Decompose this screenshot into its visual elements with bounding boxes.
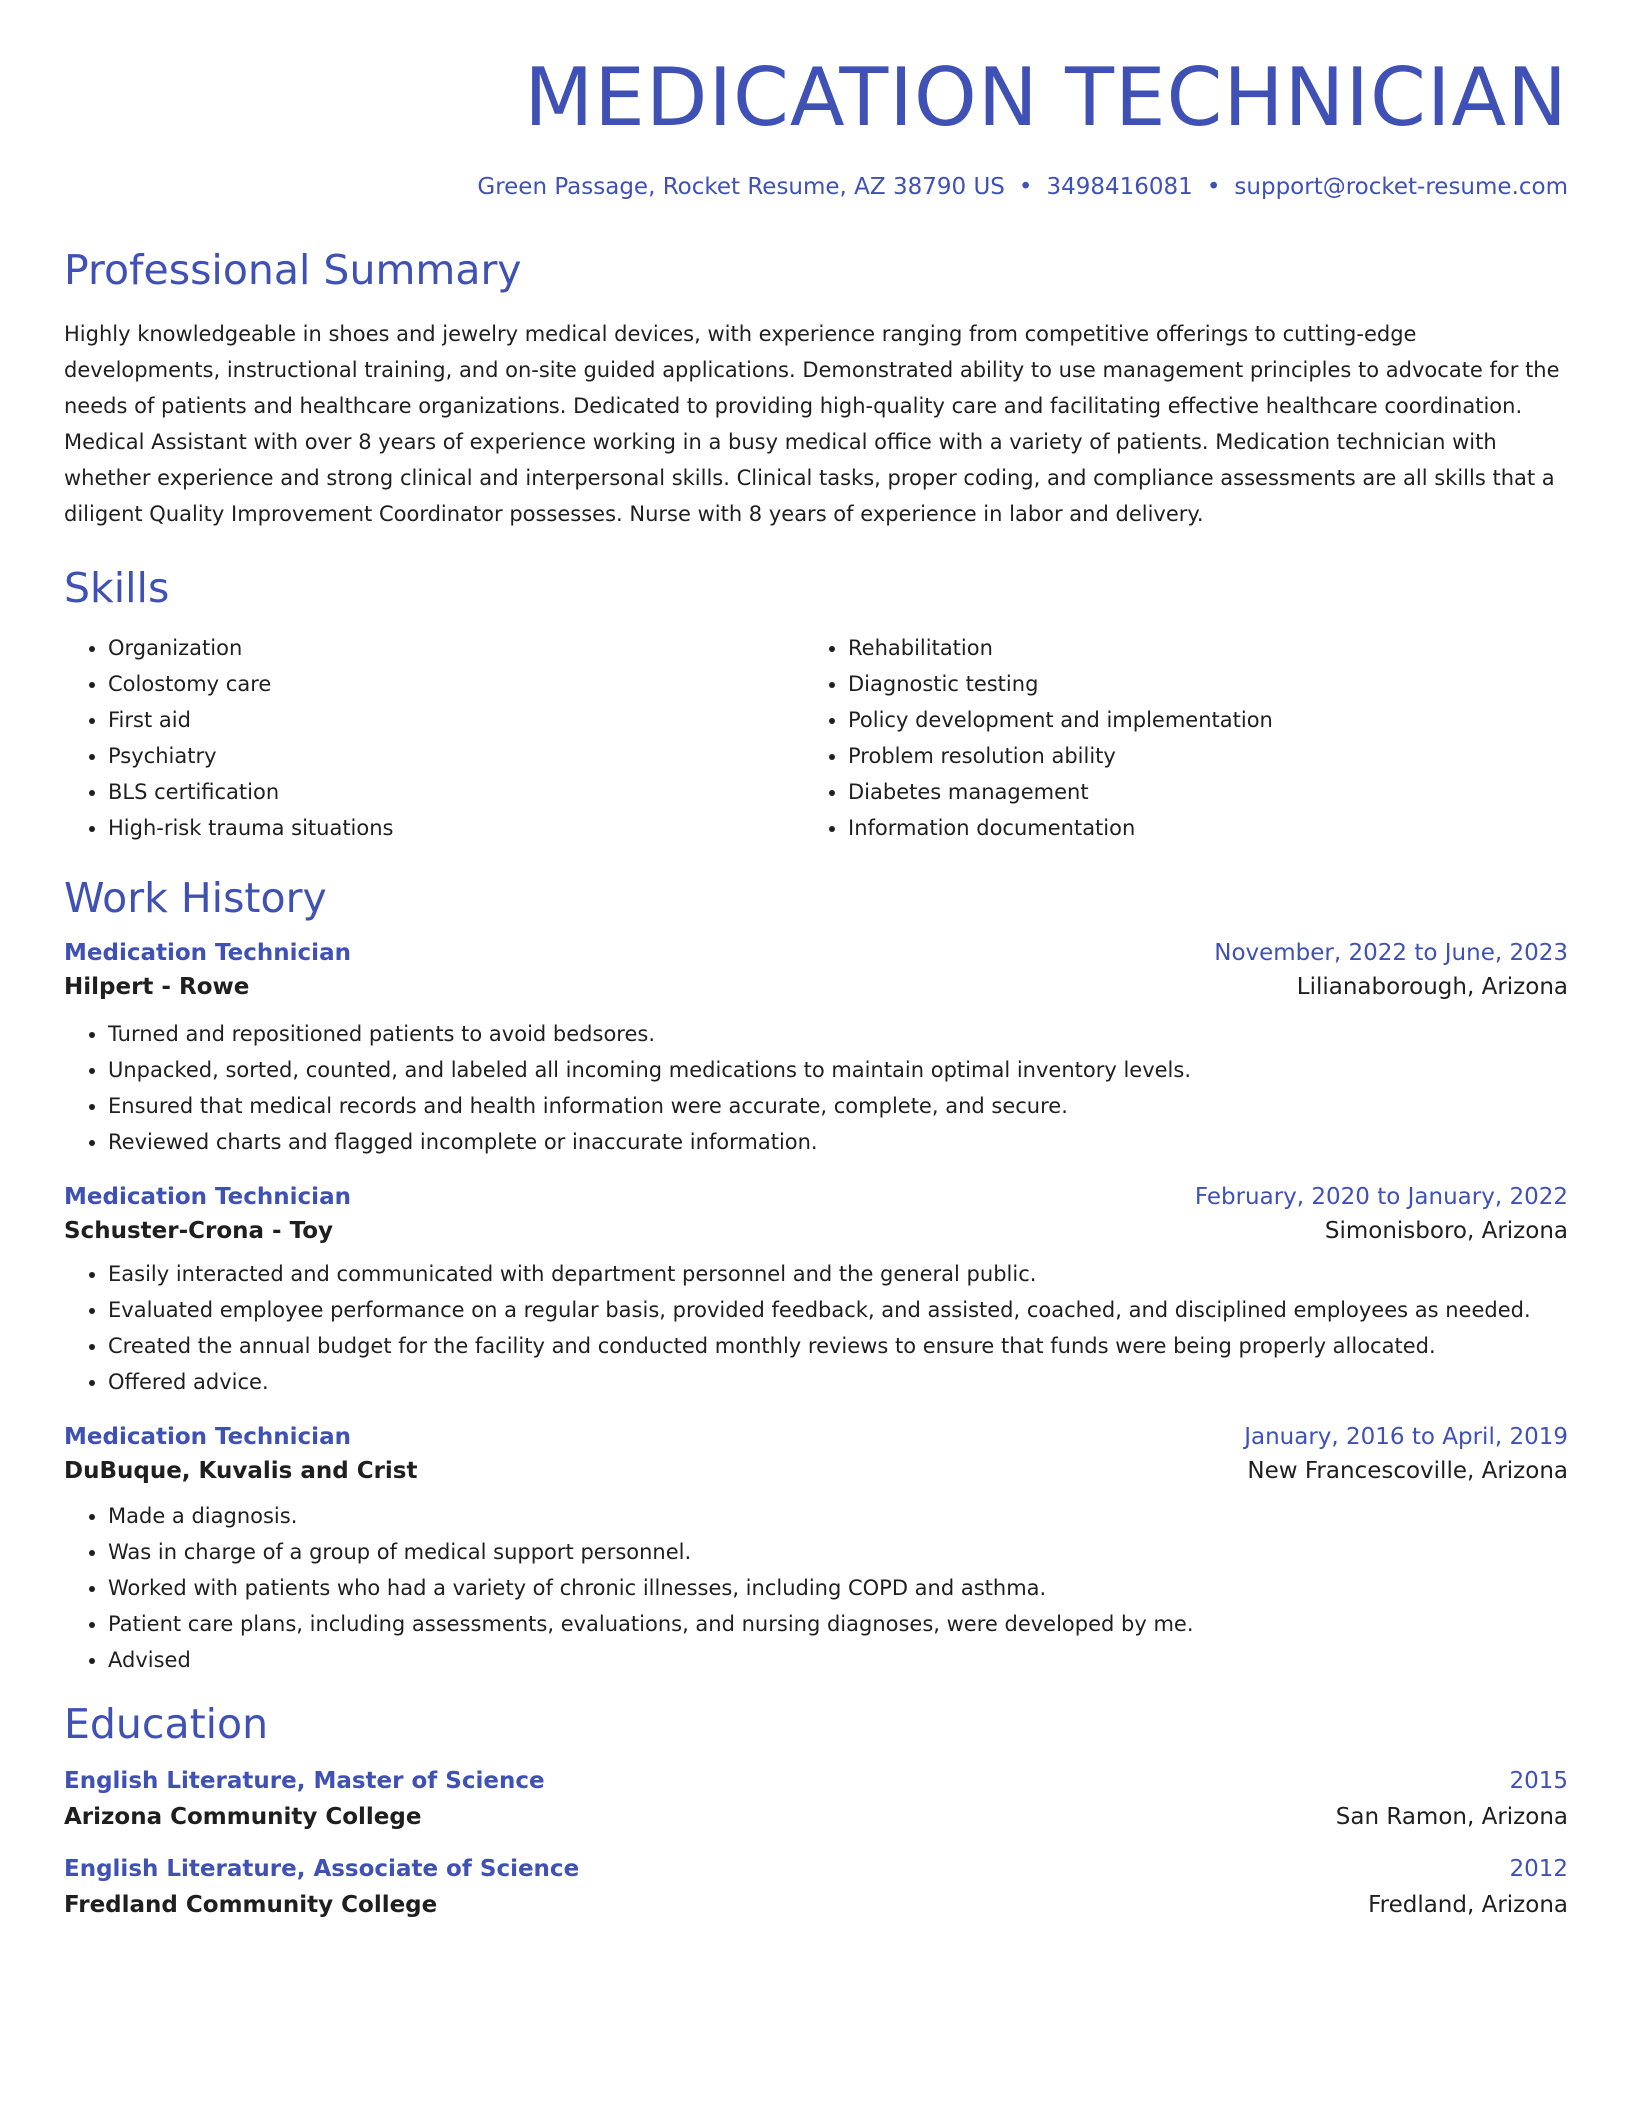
job-location: New Francescoville, Arizona: [1247, 1458, 1568, 1484]
job-duty: • Patient care plans, including assessments, evaluations, and nursing diagnoses, were developed by me.: [108, 1606, 1568, 1642]
job-duty: • Created the annual budget for the facility and conducted monthly reviews to ensure that funds were being properly allocated.: [108, 1328, 1568, 1364]
job-dates: January, 2016 to April, 2019: [1244, 1424, 1568, 1450]
skills-column-left: [64, 630, 804, 846]
job-entry: [64, 1184, 1568, 1400]
contact-address: Green Passage, Rocket Resume, AZ 38790 US: [477, 174, 1005, 200]
contact-phone: 3498416081: [1046, 174, 1193, 200]
skill-item: • Rehabilitation: [848, 630, 1544, 666]
education-school: Arizona Community College: [64, 1804, 422, 1830]
job-company-row: [64, 1458, 1568, 1484]
job-entry: [64, 940, 1568, 1160]
job-company: Hilpert - Rowe: [64, 974, 250, 1000]
candidate-name: MEDICATION TECHNICIAN: [524, 51, 1568, 144]
job-duty: • Was in charge of a group of medical support personnel.: [108, 1534, 1568, 1570]
job-duty: • Offered advice.: [108, 1364, 1568, 1400]
job-company-row: [64, 974, 1568, 1000]
education-location: Fredland, Arizona: [1368, 1892, 1568, 1918]
skill-item: • BLS certification: [108, 774, 804, 810]
summary-heading: Professional Summary: [64, 246, 522, 294]
skill-item: • Colostomy care: [108, 666, 804, 702]
skills-heading: Skills: [64, 564, 170, 612]
education-year: 2015: [1509, 1768, 1568, 1794]
skill-item: • Diabetes management: [848, 774, 1544, 810]
skill-item: • High-risk trauma situations: [108, 810, 804, 846]
education-school-row: [64, 1892, 1568, 1918]
education-year: 2012: [1509, 1856, 1568, 1882]
education-header-row: [64, 1768, 1568, 1794]
education-school-row: [64, 1804, 1568, 1830]
job-header-row: [64, 940, 1568, 966]
education-entry: [64, 1768, 1568, 1830]
job-entry: [64, 1424, 1568, 1678]
job-duty: • Easily interacted and communicated with department personnel and the general public.: [108, 1256, 1568, 1292]
job-location: Simonisboro, Arizona: [1324, 1218, 1568, 1244]
job-title: Medication Technician: [64, 1184, 351, 1210]
job-duty: • Reviewed charts and flagged incomplete or inaccurate information.: [108, 1124, 1568, 1160]
education-degree: English Literature, Associate of Science: [64, 1856, 580, 1882]
contact-separator: •: [1206, 174, 1221, 200]
job-title: Medication Technician: [64, 1424, 351, 1450]
contact-separator: •: [1018, 174, 1033, 200]
education-header-row: [64, 1856, 1568, 1882]
job-header-row: [64, 1424, 1568, 1450]
job-duty: • Unpacked, sorted, counted, and labeled all incoming medications to maintain optimal inventory levels.: [108, 1052, 1568, 1088]
skill-item: • Information documentation: [848, 810, 1544, 846]
skill-item: • Diagnostic testing: [848, 666, 1544, 702]
job-company: DuBuque, Kuvalis and Crist: [64, 1458, 418, 1484]
job-duties: [64, 1016, 1568, 1160]
job-company: Schuster-Crona - Toy: [64, 1218, 334, 1244]
skills-list: [64, 630, 1568, 846]
job-duty: • Made a diagnosis.: [108, 1498, 1568, 1534]
job-location: Lilianaborough, Arizona: [1296, 974, 1568, 1000]
job-dates: February, 2020 to January, 2022: [1194, 1184, 1568, 1210]
education-degree: English Literature, Master of Science: [64, 1768, 545, 1794]
skill-item: • Policy development and implementation: [848, 702, 1544, 738]
education-school: Fredland Community College: [64, 1892, 438, 1918]
job-duties: [64, 1498, 1568, 1678]
job-duty: • Advised: [108, 1642, 1568, 1678]
education-entry: [64, 1856, 1568, 1918]
contact-email: support@rocket-resume.com: [1234, 174, 1568, 200]
skill-item: • First aid: [108, 702, 804, 738]
skill-item: • Psychiatry: [108, 738, 804, 774]
skill-item: • Organization: [108, 630, 804, 666]
skill-item: • Problem resolution ability: [848, 738, 1544, 774]
skills-column-right: [804, 630, 1544, 846]
job-title: Medication Technician: [64, 940, 351, 966]
education-location: San Ramon, Arizona: [1335, 1804, 1568, 1830]
job-duty: • Turned and repositioned patients to avoid bedsores.: [108, 1016, 1568, 1052]
work-history-heading: Work History: [64, 874, 327, 922]
contact-line: [64, 174, 1568, 200]
job-duties: [64, 1256, 1568, 1400]
job-company-row: [64, 1218, 1568, 1244]
summary-text: Highly knowledgeable in shoes and jewelry medical devices, with experience ranging from competitive offerings to cutting-edge developments, instructional training, and on-site guided applications. Demonstrated ability to use management principles to advocate for the needs of patients and healthcare organizations. Dedicated to providing high-quality care and facilitating effective healthcare coordination. Medical Assistant with over 8 years of experience working in a busy medical office with a variety of patients. Medication technician with whether experience and strong clinical and interpersonal skills. Clinical tasks, proper coding, and compliance assessments are all skills that a diligent Quality Improvement Coordinator possesses. Nurse with 8 years of experience in labor and delivery.: [64, 322, 1560, 526]
job-duty: • Evaluated employee performance on a regular basis, provided feedback, and assisted, coached, and disciplined employees as needed.: [108, 1292, 1568, 1328]
job-duty: • Worked with patients who had a variety of chronic illnesses, including COPD and asthma.: [108, 1570, 1568, 1606]
education-heading: Education: [64, 1700, 269, 1748]
job-duty: • Ensured that medical records and health information were accurate, complete, and secure.: [108, 1088, 1568, 1124]
job-header-row: [64, 1184, 1568, 1210]
job-dates: November, 2022 to June, 2023: [1214, 940, 1568, 966]
